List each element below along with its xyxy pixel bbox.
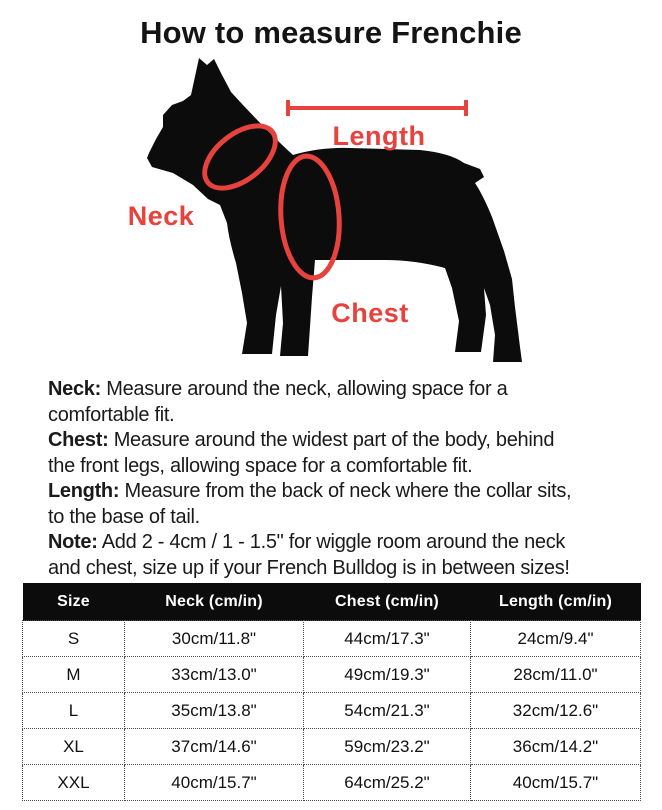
instruction-text: and chest, size up if your French Bulldog is in between sizes!	[48, 556, 570, 579]
cell-size: L	[23, 693, 125, 729]
cell-neck: 35cm/13.8"	[125, 693, 304, 729]
cell-length: 24cm/9.4"	[471, 621, 641, 657]
cell-length: 36cm/14.2"	[471, 729, 641, 765]
cell-length: 32cm/12.6"	[471, 693, 641, 729]
instruction-text: Measure around the neck, allowing space for a	[100, 378, 508, 400]
cell-chest: 49cm/19.3"	[304, 657, 471, 693]
size-chart-header-row	[23, 583, 641, 621]
table-row-s	[23, 621, 641, 657]
instruction-term: Note:	[48, 531, 98, 553]
cell-neck: 33cm/13.0"	[125, 657, 304, 693]
instruction-text: the front legs, allowing space for a comfortable fit.	[48, 454, 473, 477]
page-title: How to measure Frenchie	[140, 15, 522, 50]
measurement-diagram	[0, 55, 662, 375]
instruction-line	[48, 556, 638, 582]
neck-label: Neck	[127, 201, 195, 231]
table-row-l	[23, 693, 641, 729]
instruction-text: Measure from the back of neck where the collar sits,	[119, 480, 572, 502]
header-length: Length (cm/in)	[471, 583, 641, 621]
table-row-m	[23, 657, 641, 693]
header-chest: Chest (cm/in)	[304, 583, 471, 621]
instruction-line	[48, 454, 638, 480]
header-size: Size	[23, 583, 125, 621]
cell-chest: 64cm/25.2"	[304, 765, 471, 801]
instruction-term: Neck:	[48, 378, 101, 400]
length-label: Length	[332, 121, 426, 151]
instruction-line	[48, 530, 638, 556]
cell-size: M	[23, 657, 125, 693]
instruction-line	[48, 428, 638, 454]
header-neck: Neck (cm/in)	[125, 583, 304, 621]
instruction-line	[48, 377, 638, 403]
cell-chest: 59cm/23.2"	[304, 729, 471, 765]
instruction-text: Add 2 - 4cm / 1 - 1.5" for wiggle room around the neck	[97, 531, 566, 553]
cell-neck: 30cm/11.8"	[125, 621, 304, 657]
instruction-term: Length:	[48, 480, 120, 502]
length-measure-bar	[288, 100, 466, 116]
cell-size: XXL	[23, 765, 125, 801]
cell-chest: 44cm/17.3"	[304, 621, 471, 657]
cell-length: 28cm/11.0"	[471, 657, 641, 693]
size-chart-table	[22, 583, 641, 801]
chest-label: Chest	[331, 298, 409, 328]
instruction-line	[48, 505, 638, 531]
cell-size: XL	[23, 729, 125, 765]
cell-chest: 54cm/21.3"	[304, 693, 471, 729]
measuring-instructions	[48, 377, 638, 581]
cell-neck: 40cm/15.7"	[125, 765, 304, 801]
table-row-xl	[23, 729, 641, 765]
table-row-xxl	[23, 765, 641, 801]
instruction-term: Chest:	[48, 429, 109, 451]
cell-length: 40cm/15.7"	[471, 765, 641, 801]
instruction-line	[48, 479, 638, 505]
instruction-text: Measure around the widest part of the body, behind	[108, 429, 555, 451]
instruction-text: to the base of tail.	[48, 505, 200, 528]
instruction-text: comfortable fit.	[48, 403, 175, 426]
instruction-line	[48, 403, 638, 429]
cell-size: S	[23, 621, 125, 657]
cell-neck: 37cm/14.6"	[125, 729, 304, 765]
